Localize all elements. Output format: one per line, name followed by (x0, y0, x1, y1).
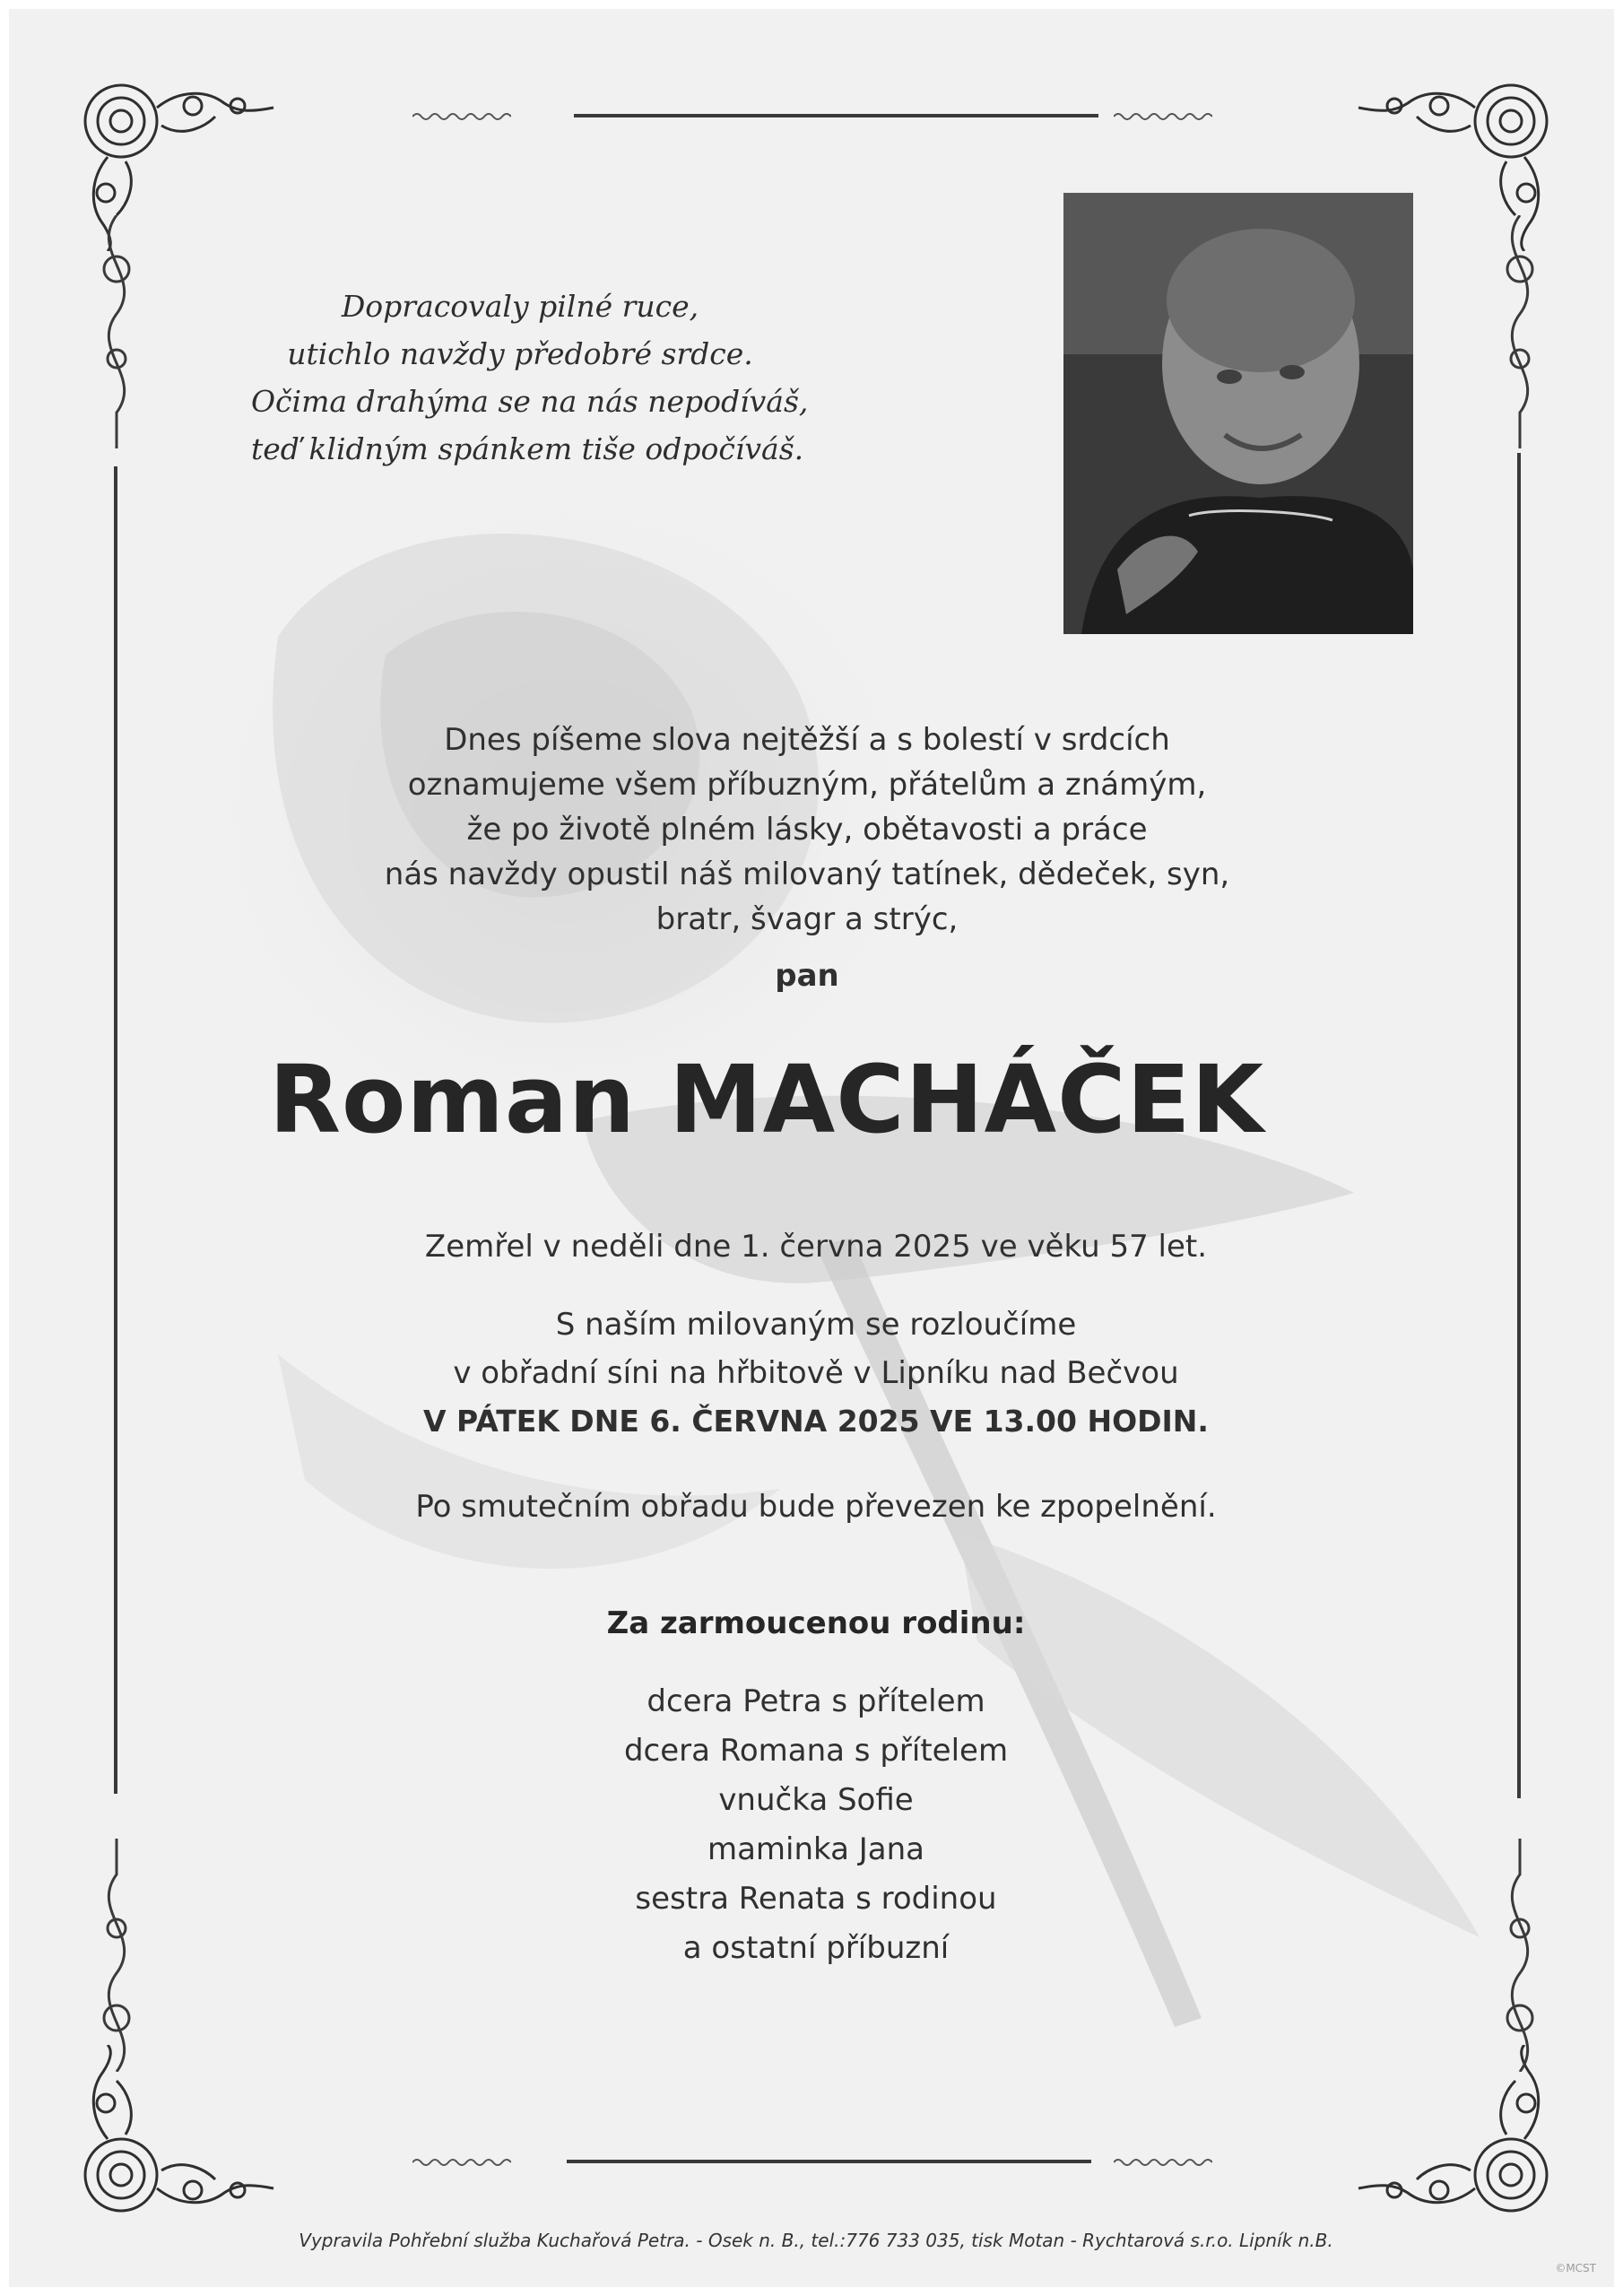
portrait-photo (1063, 193, 1413, 634)
wavy-line-bottom-right (1114, 2155, 1212, 2170)
poem-line: teď klidným spánkem tiše odpočíváš. (251, 431, 804, 466)
side-ornament-left-upper (81, 215, 152, 448)
ceremony-info (278, 1300, 1354, 1446)
cremation-note: Po smutečním obřadu bude převezen ke zpopelnění. (415, 1489, 1217, 1525)
announcement-line: oznamujeme všem příbuzným, přátelům a známým, (407, 767, 1207, 803)
deceased-name: Roman MACHÁČEK (268, 1045, 1265, 1154)
announcement-line: Dnes píšeme slova nejtěžší a s bolestí v srdcích (444, 722, 1170, 758)
family-member: dcera Romana s přítelem (623, 1733, 1009, 1769)
poem-line: Dopracovaly pilné ruce, (341, 289, 699, 324)
corner-ornament-bottom-right (1354, 2045, 1560, 2224)
printer-mark: ©MCST (1555, 2262, 1596, 2274)
family-member: maminka Jana (707, 1831, 925, 1867)
ceremony-line: S naším milovaným se rozloučíme (555, 1307, 1077, 1343)
honorific: pan (775, 958, 839, 994)
side-ornament-right-upper (1484, 215, 1556, 448)
right-rule (1517, 453, 1521, 1798)
family-heading: Za zarmoucenou rodinu: (606, 1605, 1026, 1641)
corner-ornament-bottom-left (72, 2045, 278, 2224)
family-member: dcera Petra s přítelem (647, 1683, 985, 1719)
wavy-line-bottom-left (412, 2155, 511, 2170)
announcement-line: bratr, švagr a strýc, (655, 901, 959, 937)
ceremony-place: v obřadní síni na hřbitově v Lipníku nad Bečvou (453, 1355, 1179, 1391)
funeral-service-footer: Vypravila Pohřební služba Kuchařová Petra. - Osek n. B., tel.:776 733 035, tisk Motan - Rychtarová s.r.o. Lipník n.B. (299, 2230, 1333, 2251)
poem-line: utichlo navždy předobré srdce. (287, 336, 753, 371)
death-date-text: Zemřel v neděli dne 1. června 2025 ve věku 57 let. (424, 1229, 1208, 1265)
announcement-line: nás navždy opustil náš milovaný tatínek, dědeček, syn, (384, 857, 1230, 892)
side-ornament-right-lower (1484, 1839, 1556, 2072)
family-member: a ostatní příbuzní (682, 1930, 950, 1966)
wavy-line-top-right (1114, 109, 1212, 124)
poem-line: Očima drahýma se na nás nepodíváš, (251, 384, 809, 419)
left-rule (114, 466, 117, 1794)
family-member: vnučka Sofie (718, 1782, 914, 1818)
announcement-line: že po životě plném lásky, obětavosti a práce (466, 812, 1148, 848)
family-list (457, 1677, 1175, 1973)
announcement-text (278, 718, 1336, 942)
side-ornament-left-lower (81, 1839, 152, 2072)
family-member: sestra Renata s rodinou (635, 1881, 997, 1917)
wavy-line-top-left (412, 109, 511, 124)
bottom-rule (567, 2160, 1091, 2163)
obituary-page (9, 9, 1614, 2287)
memorial-poem (251, 283, 809, 473)
ceremony-datetime: V PÁTEK DNE 6. ČERVNA 2025 VE 13.00 HODIN. (423, 1404, 1209, 1439)
top-rule (574, 114, 1098, 117)
